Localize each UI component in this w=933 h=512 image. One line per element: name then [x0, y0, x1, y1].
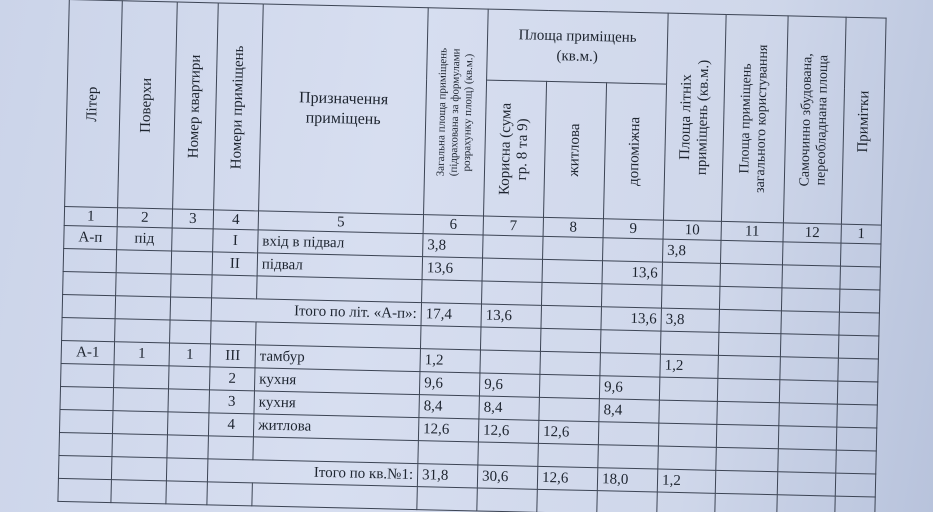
cell-living-area	[542, 259, 603, 283]
header-room-purpose	[259, 4, 429, 215]
cell-useful-area: 12,6	[478, 419, 539, 443]
cell-total-area: 13,6	[422, 257, 483, 281]
col-num: 5	[258, 211, 423, 234]
cell-unauthorized-area	[782, 265, 841, 289]
header-total-area-line3: розрахунку площ) (кв.м.)	[461, 53, 476, 172]
cell-apartment: 1	[169, 343, 211, 367]
cell-floor	[112, 411, 168, 435]
header-apartment-number	[173, 2, 219, 210]
cell-common-area	[717, 378, 780, 402]
cell-apartment	[167, 412, 209, 436]
cell-room-number: I	[213, 229, 259, 253]
cell-liter: А-1	[61, 340, 115, 364]
header-useful-area	[484, 80, 547, 217]
cell-floor	[116, 250, 172, 274]
cell-useful-area: 8,4	[479, 396, 540, 420]
subtotal-auxiliary-area: 13,6	[601, 307, 662, 331]
cell-notes	[836, 427, 877, 451]
cell-total-area: 8,4	[419, 395, 480, 419]
cell-apartment	[168, 389, 210, 413]
header-auxiliary-text: допоміжна	[625, 116, 644, 187]
cell-useful-area	[483, 235, 544, 259]
cell-floor	[114, 365, 170, 389]
col-num: 12	[783, 223, 841, 243]
subtotal-total-area: 31,8	[417, 464, 478, 488]
header-summer-line1: Площа літніх	[676, 74, 695, 161]
cell-room-number: III	[210, 344, 256, 368]
cell-notes	[837, 404, 878, 428]
header-unauth-line2: переобладнана площа	[813, 54, 832, 186]
cell-summer-area	[659, 377, 718, 401]
room-explication-table	[57, 0, 886, 512]
header-common-line1: Площа приміщень	[737, 63, 756, 174]
cell-room-number: II	[212, 252, 258, 276]
cell-useful-area: 9,6	[479, 373, 540, 397]
header-living-text: житлова	[565, 123, 584, 177]
header-common-area-text	[737, 44, 772, 193]
subtotal-summer-area: 1,2	[657, 469, 716, 493]
header-area-group	[487, 9, 669, 84]
header-common-line2: загального користування	[753, 44, 772, 194]
cell-summer-area	[662, 262, 721, 286]
cell-floor: під	[117, 227, 173, 251]
header-useful-text	[497, 102, 533, 195]
cell-apartment	[172, 228, 214, 252]
cell-liter	[61, 363, 115, 387]
cell-summer-area: 3,8	[663, 239, 722, 263]
cell-living-area: 12,6	[538, 420, 599, 444]
header-auxiliary-area	[603, 83, 666, 220]
header-unauthorized-text	[797, 53, 832, 187]
subtotal-total-area: 17,4	[421, 303, 482, 327]
cell-total-area: 3,8	[423, 234, 484, 258]
cell-summer-area	[658, 423, 717, 447]
cell-living-area	[543, 236, 604, 260]
cell-summer-area: 1,2	[660, 354, 719, 378]
col-num: 6	[423, 215, 483, 235]
cell-notes	[840, 266, 881, 290]
cell-room-purpose: підвал	[257, 253, 422, 280]
header-apartment-text: Номер квартири	[185, 53, 205, 158]
cell-room-number: 2	[209, 367, 255, 391]
subtotal-useful-area: 13,6	[481, 304, 542, 328]
cell-common-area	[716, 424, 779, 448]
header-area-group-line2: (кв.м.)	[556, 48, 598, 66]
col-num: 7	[483, 216, 543, 236]
subtotal-label: Ітого по кв.№1:	[207, 459, 417, 487]
cell-auxiliary-area: 13,6	[602, 261, 663, 285]
header-unauth-line1: Самочинно збудована,	[797, 53, 816, 187]
header-liter	[65, 0, 123, 208]
subtotal-auxiliary-area: 18,0	[597, 468, 658, 492]
header-useful-line1: Корисна (сума	[496, 102, 516, 195]
cell-common-area	[717, 401, 780, 425]
cell-liter: А-п	[64, 226, 118, 250]
header-total-area-line1: Загальна площа приміщень	[434, 47, 450, 176]
header-living-area	[543, 81, 606, 218]
col-num: 2	[117, 208, 172, 228]
col-num: 10	[663, 220, 721, 240]
cell-notes	[838, 358, 879, 382]
col-num: 3	[172, 209, 213, 229]
cell-useful-area	[480, 350, 541, 374]
cell-common-area	[718, 355, 781, 379]
header-floors	[118, 1, 178, 209]
cell-unauthorized-area	[782, 242, 841, 266]
cell-auxiliary-area	[600, 353, 661, 377]
col-num: 9	[603, 219, 663, 239]
subtotal-label: Ітого по літ. «А-п»:	[211, 298, 421, 326]
cell-floor	[113, 388, 169, 412]
cell-liter	[59, 409, 113, 433]
subtotal-useful-area: 30,6	[477, 465, 538, 489]
cell-notes	[840, 243, 881, 267]
cell-total-area: 1,2	[420, 349, 481, 373]
cell-unauthorized-area	[778, 426, 837, 450]
header-room-purpose-text: Призначення приміщень	[298, 89, 389, 129]
header-total-area-text	[435, 47, 477, 176]
header-common-area	[721, 14, 788, 222]
cell-room-number: 4	[208, 413, 254, 437]
cell-common-area	[720, 263, 783, 287]
subtotal-living-area: 12,6	[537, 466, 598, 490]
header-summer-area	[663, 13, 726, 221]
col-num: 11	[721, 221, 783, 241]
col-num: 1	[64, 207, 117, 227]
cell-room-purpose: тамбур	[255, 345, 420, 372]
cell-room-purpose: вхід в підвал	[258, 230, 423, 257]
cell-apartment	[169, 366, 211, 390]
cell-total-area: 12,6	[418, 418, 479, 442]
header-total-area-line2: (підрахована за формулами	[447, 47, 463, 176]
col-num: 4	[213, 210, 258, 230]
cell-summer-area	[659, 400, 718, 424]
cell-liter	[60, 386, 114, 410]
header-floors-text: Поверхи	[138, 77, 156, 133]
cell-unauthorized-area	[779, 403, 838, 427]
cell-unauthorized-area	[780, 357, 839, 381]
cell-auxiliary-area	[603, 238, 664, 262]
col-num: 1	[841, 224, 881, 244]
cell-floor: 1	[114, 342, 170, 366]
header-room-numbers	[214, 3, 264, 211]
subtotal-summer-area: 3,8	[661, 308, 720, 332]
header-total-area	[424, 8, 489, 216]
cell-notes	[837, 381, 878, 405]
cell-useful-area	[482, 258, 543, 282]
cell-room-purpose: кухня	[254, 368, 419, 395]
cell-auxiliary-area: 8,4	[599, 399, 660, 423]
cell-total-area: 9,6	[419, 372, 480, 396]
header-notes-text: Примітки	[854, 89, 872, 153]
col-num: 8	[543, 217, 603, 237]
cell-common-area	[720, 240, 783, 264]
cell-room-number: 3	[209, 390, 255, 414]
cell-living-area	[539, 374, 600, 398]
subtotal-living-area	[541, 305, 602, 329]
header-useful-line2: гр. 8 та 9)	[514, 117, 532, 181]
cell-unauthorized-area	[779, 380, 838, 404]
cell-living-area	[539, 397, 600, 421]
cell-living-area	[540, 351, 601, 375]
header-unauthorized-area	[783, 16, 846, 224]
header-area-group-line1: Площа приміщень	[518, 27, 637, 46]
header-summer-area-text	[676, 59, 713, 175]
cell-room-purpose: житлова	[253, 414, 418, 441]
header-summer-line2: приміщень (кв.м.)	[693, 59, 713, 176]
cell-auxiliary-area	[598, 422, 659, 446]
cell-apartment	[171, 251, 213, 275]
cell-room-purpose: кухня	[254, 391, 419, 418]
header-room-numbers-text: Номери приміщень	[228, 44, 248, 169]
cell-auxiliary-area: 9,6	[599, 376, 660, 400]
header-notes	[841, 17, 886, 225]
cell-liter	[63, 249, 117, 273]
header-liter-text: Літер	[84, 85, 102, 122]
